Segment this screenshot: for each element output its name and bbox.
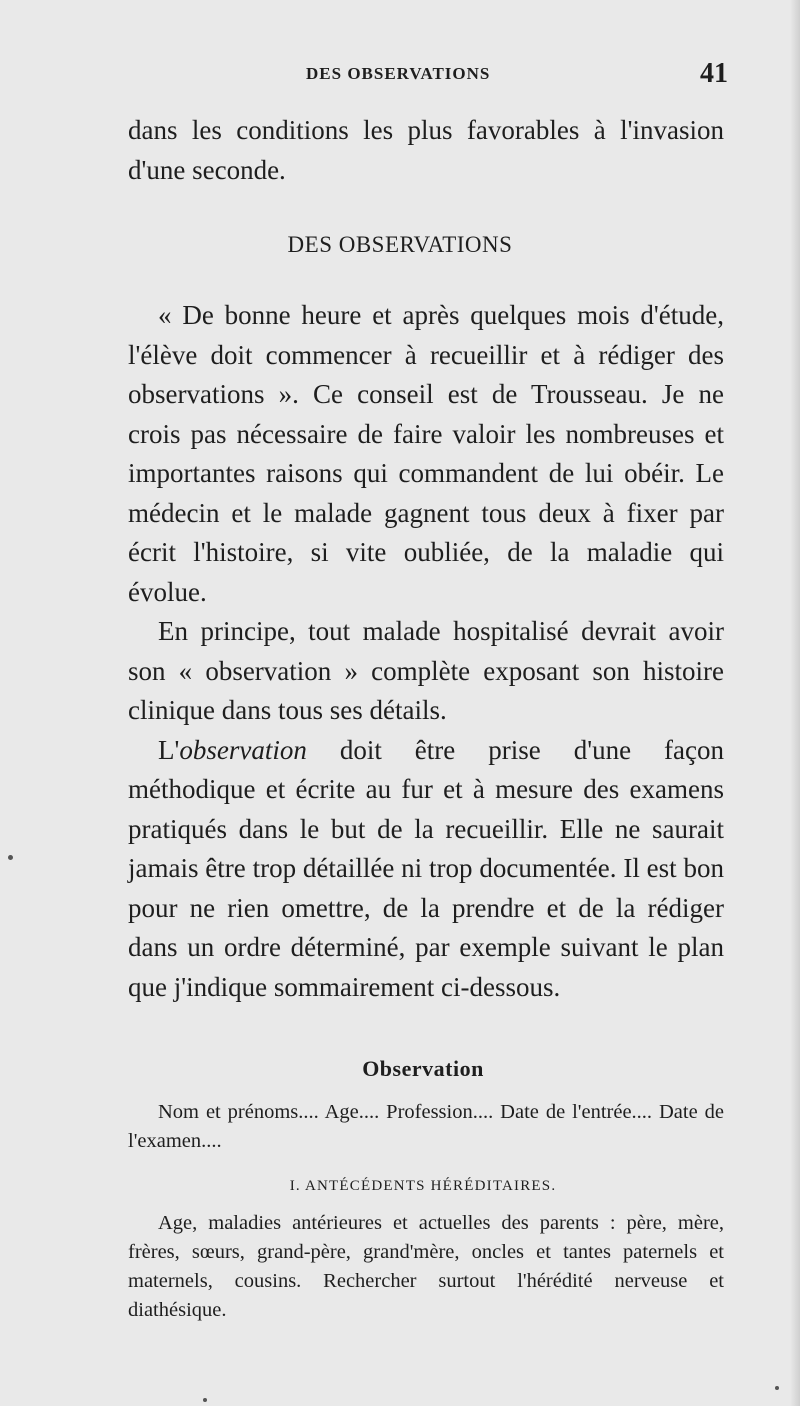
section-heading: DES OBSERVATIONS — [287, 232, 513, 257]
continuation-text: dans les conditions les plus favorables à l'invasion d'une seconde. — [128, 115, 724, 185]
main-text — [128, 296, 724, 1007]
page-number: 41 — [700, 58, 728, 89]
paragraph-2: En principe, tout malade hospitalisé devrait avoir son « observation » complète exposant son histoire clinique dans tous ses détails. — [128, 616, 724, 725]
scan-speck — [775, 1386, 779, 1390]
paragraph-1: « De bonne heure et après quelques mois d'étude, l'élève doit commencer à recueillir et à rédiger des observations ». Ce conseil est de Trousseau. Je ne crois pas nécessaire de faire valoir les nombreuses et importantes raisons qui commandent de lui obéir. Le médecin et le malade gagnent tous deux à fixer par écrit l'histoire, si vite oubliée, de la maladie qui évolue. — [128, 300, 724, 607]
observation-heading: Observation — [362, 1056, 484, 1081]
hereditary-text: Age, maladies antérieures et actuelles des parents : père, mère, frères, sœurs, grand-père, grand'mère, oncles et tantes paternels et maternels, cousins. Rechercher surtout l'hérédité nerveuse et diathésique. — [128, 1212, 724, 1321]
paragraph-3-prefix: L' — [158, 734, 180, 765]
form-fields-text: Nom et prénoms.... Age.... Profession.... Date de l'entrée.... Date de l'examen.... — [128, 1101, 724, 1152]
continuation-paragraph — [128, 111, 724, 190]
hereditary-paragraph — [128, 1209, 724, 1325]
scan-speck — [203, 1398, 207, 1402]
paragraph-3 — [128, 731, 724, 1008]
scan-edge-shadow — [790, 0, 800, 1406]
form-fields — [128, 1098, 724, 1156]
running-title: DES OBSERVATIONS — [306, 64, 491, 83]
paragraph-3-emphasis: observation — [179, 734, 307, 765]
paragraph-3-rest: doit être prise d'une façon méthodique et écrite au fur et à mesure des examens pratiqués dans le but de la recueillir. Elle ne saurait jamais être trop détaillée ni trop documentée. Il est bon pour ne rien omettre, de la prendre et de la rédiger dans un ordre déterminé, par exemple suivant le plan que j'indique sommairement ci-dessous. — [128, 734, 724, 1002]
hereditary-heading: I. ANTÉCÉDENTS HÉRÉDITAIRES. — [289, 1178, 557, 1194]
scan-speck — [8, 855, 13, 860]
running-head — [0, 58, 800, 90]
